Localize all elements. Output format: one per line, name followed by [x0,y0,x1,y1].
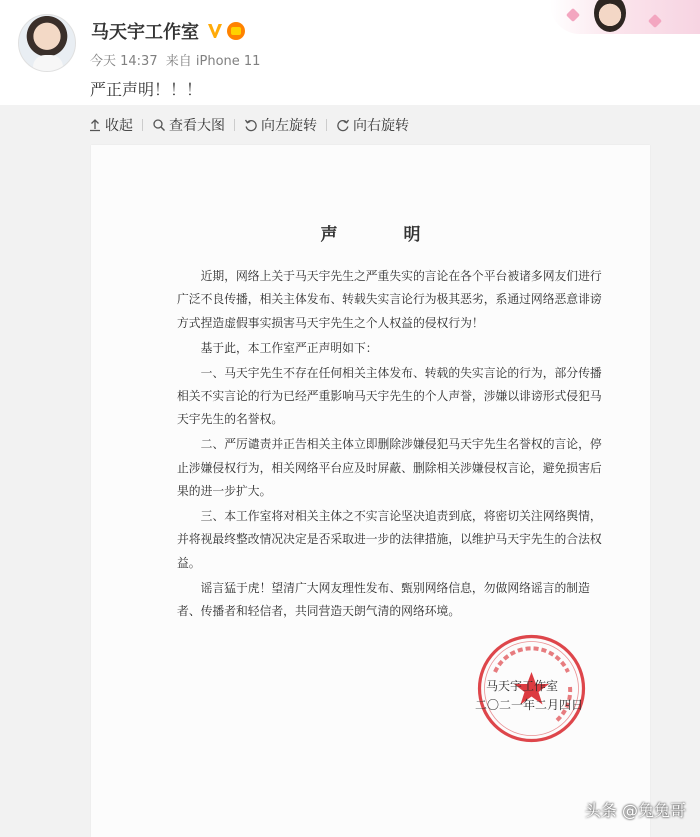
statement-paragraph: 近期，网络上关于马天宇先生之严重失实的言论在各个平台被诸多网友们进行广泛不良传播，相关主体发布、转载失实言论行为极其恶劣，系通过网络恶意诽谤方式捏造虚假事实损害马天宇先生之个人权益的侵权行为！ [177,269,602,330]
view-large-button[interactable] [152,115,225,135]
author-name[interactable]: 马天宇工作室 [91,22,199,43]
rotate-left-button[interactable] [244,115,317,135]
heart-icon [648,14,662,28]
toolbar-divider [142,119,143,131]
post-time[interactable]: 今天 14:37 [90,54,158,69]
author-avatar[interactable] [18,14,76,72]
toolbar-divider [234,119,235,131]
statement-paragraph: 三、本工作室将对相关主体之不实言论坚决追责到底，将密切关注网络舆情，并将视最终整改情况决定是否采取进一步的法律措施，以维护马天宇先生的合法权益。 [177,509,602,570]
post-text: 严正声明！！！ [90,80,203,99]
statement-paragraph: 二、严厉谴责并正告相关主体立即删除涉嫌侵犯马天宇先生名誉权的言论，停止涉嫌侵权行为，相关网络平台应及时屏蔽、删除相关涉嫌侵权言论，避免损害后果的进一步扩大。 [177,437,602,499]
post-source: 来自 iPhone 11 [165,54,261,69]
collapse-button[interactable] [88,115,133,135]
rotate-right-button[interactable] [336,115,409,135]
avatar-shirt [33,55,63,72]
rotate-right-icon [336,118,350,132]
toutiao-watermark: 头条 @兔兔哥 [584,801,686,820]
magnifier-icon [152,118,166,132]
decoration-portrait [594,0,626,32]
collapse-label: 收起 [105,118,133,134]
heart-icon [566,8,580,22]
statement-body [177,265,607,625]
statement-title: 声 明 [320,225,451,245]
card-decoration [550,0,700,34]
rotate-right-label: 向右旋转 [353,118,409,134]
statement-paragraph: 谣言猛于虎！望清广大网友理性发布、甄别网络信息，勿做网络谣言的制造者、传播者和轻信者，共同营造天朗气清的网络环境。 [177,580,590,619]
post-meta [90,50,260,69]
author-row [91,18,245,44]
statement-image[interactable] [91,145,650,837]
statement-signature: 马天宇工作室 [486,679,559,693]
rotate-left-icon [244,118,258,132]
vip-member-icon[interactable] [227,22,245,40]
post-header [0,0,700,105]
statement-date: 二〇二一年二月四日 [475,698,584,712]
verified-icon [207,23,223,39]
rotate-left-label: 向左旋转 [261,118,317,134]
statement-paragraph: 一、马天宇先生不存在任何相关主体发布、转载的失实言论的行为，部分传播相关不实言论的行为已经严重影响马天宇先生的个人声誉，涉嫌以诽谤形式侵犯马天宇先生的名誉权。 [177,365,602,427]
statement-paragraph: 基于此，本工作室严正声明如下： [200,340,378,355]
toolbar-divider [326,119,327,131]
view-large-label: 查看大图 [169,118,225,134]
collapse-icon [88,118,102,132]
image-toolbar [0,105,700,145]
